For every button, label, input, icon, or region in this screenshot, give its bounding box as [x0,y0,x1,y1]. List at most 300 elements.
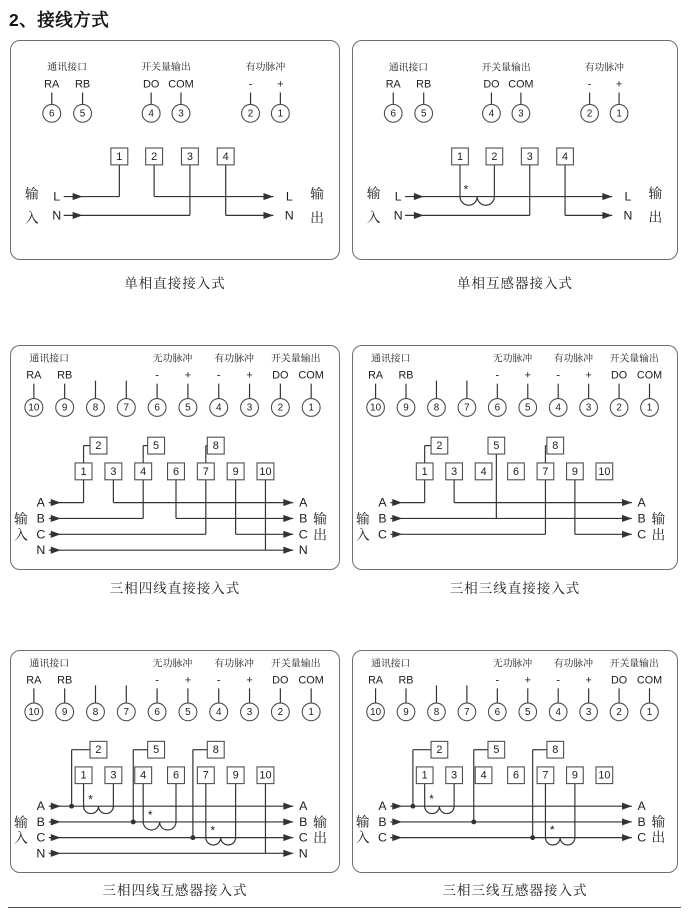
io-label: 输 [648,186,663,202]
terminal-circle-number: 5 [525,402,531,414]
panel-three-phase-three-wire-ct [352,650,678,873]
terminal-square-number: 3 [451,465,458,478]
arrow-right-icon [283,499,293,506]
terminal-square-number: 9 [232,465,239,478]
terminal-circle-number: 3 [518,108,524,120]
terminal-square-number: 3 [110,769,117,782]
terminal-circle-number: 10 [370,706,382,718]
terminal-name-label: - [556,369,561,382]
arrow-right-icon [51,834,61,841]
io-label: 输 [651,510,666,527]
terminal-square-number: 2 [436,440,443,453]
terminal-group-label: 通讯接口 [29,658,70,670]
io-label: 出 [648,209,663,225]
terminal-circle-number: 4 [488,108,495,120]
ct-coil [425,806,454,813]
terminal-group-label: 有功脉冲 [214,353,254,365]
line-label-right: B [637,511,646,526]
terminal-name-label: RA [368,674,384,687]
terminal-circle-number: 3 [585,706,592,718]
terminal-square-number: 1 [116,150,123,163]
ct-coil [143,822,176,830]
terminal-circle-number: 6 [390,108,396,120]
terminal-square-number: 5 [493,744,500,757]
arrow-right-icon [51,547,61,554]
terminal-circle-number: 9 [403,402,409,414]
io-label: 入 [13,829,28,846]
terminal-square-number: 4 [480,769,487,782]
arrow-right-icon [283,834,293,841]
terminal-square-number: 4 [140,769,147,782]
line-label-right: C [637,527,647,542]
terminal-circle-number: 1 [277,108,284,120]
terminal-square-number: 2 [151,150,158,163]
ct-coil [460,197,494,206]
terminal-name-label: + [246,674,253,687]
terminal-group-label: 开关量输出 [141,62,191,74]
wires [49,446,294,554]
terminal-group-label: 开关量输出 [609,658,659,670]
line-label-left: B [36,511,45,526]
io-label: 出 [651,526,666,543]
wiring-diagram-3p3w-direct [353,346,677,569]
terminal-circle-number: 3 [585,402,592,414]
io-label: 入 [24,209,39,226]
line-label-left: B [378,511,387,526]
terminal-group-label: 有功脉冲 [584,62,624,74]
terminal-group-label: 有功脉冲 [245,62,286,74]
terminal-circle-number: 1 [308,402,314,414]
terminal-square-number: 1 [80,769,87,782]
terminal-name-label: RB [398,674,414,687]
line-label-left: A [378,495,387,510]
terminal-name-label: RA [26,369,42,382]
io-label: 出 [313,526,328,543]
io-label: 出 [310,209,325,226]
terminal-group-label: 通讯接口 [371,353,411,365]
arrow-right-icon [602,212,612,219]
terminal-group-label: 通讯接口 [47,62,88,74]
line-label-right: A [637,799,646,814]
line-label-right: A [299,495,308,510]
terminal-name-label: + [585,369,592,382]
terminal-circle-number: 5 [185,402,191,414]
terminal-circle-number: 2 [277,706,284,718]
terminal-square-number: 1 [421,465,428,478]
line-label-left: B [378,814,387,829]
line-label-right: N [284,208,294,223]
wires [390,750,632,845]
arrow-right-icon [283,547,293,554]
terminal-circle-number: 1 [646,402,653,414]
terminal-circle-number: 3 [246,706,253,718]
terminal-name-label: - [155,674,159,687]
terminal-circle-number: 10 [28,402,40,414]
terminal-group-label: 通讯接口 [371,658,411,670]
ct-coil [545,838,574,845]
terminal-circle-number: 3 [178,108,184,120]
arrow-right-icon [622,531,632,538]
terminal-name-label: + [524,369,531,382]
terminal-circle-number: 5 [79,108,86,120]
terminal-name-label: RB [416,78,432,91]
terminal-name-label: - [495,674,500,687]
terminal-circle-number: 2 [247,108,254,120]
terminal-circle-number: 4 [215,706,222,718]
arrow-right-icon [283,515,293,522]
terminal-name-label: DO [142,78,160,91]
terminal-name-label: DO [610,674,628,687]
line-label-left: C [378,830,387,845]
terminal-circle-number: 1 [308,706,314,718]
terminal-square-number: 4 [480,465,487,478]
terminal-name-label: + [277,78,284,91]
terminal-group-label: 通讯接口 [388,62,429,74]
arrow-right-icon [283,850,293,857]
terminal-circle-number: 2 [616,402,622,414]
terminal-circle-number: 6 [494,402,501,414]
section-title: 2、接线方式 [9,10,110,30]
line-label-left: N [52,208,62,223]
terminal-square-number: 1 [457,150,464,163]
io-label: 输 [13,510,28,527]
terminal-name-label: RB [74,78,91,91]
terminal-name-label: - [495,369,500,382]
terminal-circle-number: 6 [154,706,160,718]
terminal-square-number: 8 [552,440,559,453]
terminal-name-label: COM [168,78,194,91]
terminal-circle-number: 5 [420,108,427,120]
wires [64,165,274,219]
terminal-name-label: COM [508,78,534,91]
terminal-name-label: COM [636,369,663,382]
arrow-right-icon [392,818,402,825]
arrow-right-icon [51,531,61,538]
terminal-name-label: DO [483,78,500,91]
terminal-square-number: 6 [172,465,180,478]
io-label: 输 [13,813,28,830]
line-label-right: N [298,543,308,558]
line-label-left: L [394,189,402,204]
terminal-name-label: RB [57,369,73,382]
arrow-right-icon [392,515,402,522]
terminal-square-number: 1 [80,465,87,478]
terminal-name-label: DO [610,369,628,382]
ct-polarity-mark: * [147,808,153,822]
terminal-circle-number: 2 [586,108,593,120]
arrow-right-icon [622,834,632,841]
terminal-name-label: DO [272,369,289,382]
terminal-group-label: 无功脉冲 [492,658,533,670]
terminal-square-number: 3 [186,150,193,163]
wires [390,446,632,538]
terminal-name-label: RA [26,674,42,687]
ct-polarity-mark: * [88,792,93,807]
terminal-circle-number: 8 [92,402,99,414]
arrow-right-icon [263,212,273,219]
terminal-square-number: 2 [436,744,443,757]
terminal-square-number: 7 [202,769,209,782]
io-label: 输 [366,186,381,202]
terminal-circle-number: 4 [555,706,561,718]
io-label: 输 [313,510,328,527]
terminal-circle-number: 7 [123,706,130,718]
terminal-circle-number: 6 [494,706,501,718]
wiring-diagram-3p3w-ct [353,651,677,872]
panel-three-phase-four-wire-direct [10,345,340,570]
terminal-name-label: RA [44,78,60,91]
terminal-circle-number: 4 [555,402,561,414]
arrow-right-icon [414,212,424,219]
terminal-square-number: 5 [493,440,500,453]
terminal-circle-number: 7 [464,402,470,414]
terminal-circle-number: 2 [616,706,622,718]
panel-three-phase-four-wire-ct [10,650,340,873]
terminal-name-label: - [556,674,561,687]
line-label-right: B [299,511,308,526]
terminal-name-label: + [615,78,623,91]
panel-caption: 单相互感器接入式 [457,276,573,291]
terminal-square-number: 3 [451,769,458,782]
terminal-square-number: 6 [172,769,180,782]
terminal-square-number: 10 [598,769,611,782]
wiring-diagram-3p4w-direct [11,346,339,569]
terminal-square-number: 8 [212,440,219,453]
terminal-square-number: 5 [153,440,160,453]
line-label-right: A [637,495,646,510]
terminal-name-label: COM [298,674,324,687]
terminal-name-label: RB [57,674,73,687]
terminal-group-label: 无功脉冲 [152,353,193,365]
terminal-circle-number: 8 [92,706,99,718]
terminal-name-label: - [587,78,592,91]
io-label: 输 [313,813,328,830]
arrow-right-icon [392,531,402,538]
io-label: 输 [355,814,370,830]
line-label-left: C [36,830,46,845]
line-label-left: N [36,846,46,861]
terminal-name-label: + [184,674,192,687]
arrow-right-icon [51,850,61,857]
terminal-circle-number: 1 [646,706,653,718]
line-label-right: C [298,830,308,845]
arrow-right-icon [414,193,424,200]
terminal-square-number: 8 [552,744,559,757]
terminal-circle-number: 9 [61,706,68,718]
arrow-right-icon [283,803,293,810]
terminal-name-label: - [216,674,221,687]
arrow-right-icon [51,803,61,810]
line-label-left: A [378,799,387,814]
ct-polarity-mark: * [463,182,469,197]
line-label-right: L [285,189,293,204]
arrow-right-icon [73,212,83,219]
arrow-right-icon [622,803,632,810]
line-label-right: C [637,830,647,845]
line-label-right: N [298,846,308,861]
terminal-square-number: 2 [491,150,498,163]
terminal-circle-number: 7 [123,402,130,414]
terminal-square-number: 4 [562,150,569,163]
terminal-name-label: COM [636,674,663,687]
panel-caption: 单相直接接入式 [124,276,226,291]
terminal-circle-number: 5 [185,706,191,718]
io-label: 输 [310,185,325,202]
wiring-diagram-single-direct [11,41,339,259]
line-label-right: L [624,189,632,204]
terminal-square-number: 5 [153,744,160,757]
page-divider [8,907,681,908]
ct-coil [84,806,114,813]
io-label: 出 [651,830,666,846]
terminal-circle-number: 10 [28,706,40,718]
terminal-square-number: 1 [421,769,428,782]
terminal-name-label: RA [385,78,401,91]
terminal-name-label: - [155,369,159,382]
terminal-name-label: COM [298,369,324,382]
line-label-left: N [36,543,46,558]
arrow-right-icon [51,515,61,522]
panel-three-phase-three-wire-direct [352,345,678,570]
terminal-square-number: 2 [95,744,102,757]
panel-single-phase-ct [352,40,678,260]
terminal-group-label: 开关量输出 [609,353,659,365]
terminal-name-label: + [246,369,253,382]
terminal-circle-number: 7 [464,706,470,718]
terminal-group-label: 无功脉冲 [152,658,193,670]
terminal-circle-number: 8 [433,402,440,414]
panel-caption: 三相三线直接接入式 [449,581,581,596]
panel-caption: 三相三线互感器接入式 [442,883,588,898]
terminal-name-label: - [248,78,253,91]
line-label-right: C [298,527,308,542]
terminal-group-label: 通讯接口 [29,353,70,365]
ct-polarity-mark: * [550,824,555,838]
io-label: 输 [24,185,39,202]
wires [405,165,612,219]
terminal-circle-number: 3 [246,402,253,414]
terminal-square-number: 3 [526,150,533,163]
terminal-square-number: 8 [212,744,219,757]
terminal-name-label: - [216,369,221,382]
panel-caption: 三相四线互感器接入式 [102,883,248,898]
terminal-circle-number: 6 [154,402,160,414]
line-label-right: B [299,814,308,829]
terminal-square-number: 10 [259,769,272,782]
ct-polarity-mark: * [210,823,216,838]
terminal-group-label: 有功脉冲 [214,658,255,670]
arrow-right-icon [73,193,83,200]
terminal-circle-number: 1 [616,108,622,120]
line-label-left: C [378,527,387,542]
arrow-right-icon [283,531,293,538]
ct-polarity-mark: * [429,792,434,806]
terminal-group-label: 有功脉冲 [553,658,594,670]
arrow-right-icon [622,515,632,522]
arrow-right-icon [392,834,402,841]
terminal-circle-number: 4 [148,108,154,120]
io-label: 输 [355,510,370,527]
terminal-square-number: 6 [512,465,519,478]
line-label-left: C [36,527,46,542]
terminal-group-label: 无功脉冲 [492,353,533,365]
terminal-square-number: 7 [542,769,549,782]
terminal-circle-number: 2 [277,402,284,414]
panel-single-phase-direct [10,40,340,260]
ct-coil [206,838,236,845]
terminal-circle-number: 10 [370,402,382,414]
terminal-square-number: 4 [222,150,229,163]
arrow-right-icon [392,499,402,506]
terminal-square-number: 6 [512,769,519,782]
terminal-name-label: RB [398,369,414,382]
terminal-square-number: 10 [259,465,272,478]
terminal-name-label: DO [272,674,289,687]
io-label: 入 [355,526,370,543]
line-label-left: B [36,814,45,829]
panel-caption: 三相四线直接接入式 [109,581,241,596]
terminal-circle-number: 6 [48,108,55,120]
io-label: 入 [366,209,381,225]
io-label: 入 [355,830,370,846]
line-label-right: A [299,799,308,814]
terminal-square-number: 3 [110,465,117,478]
io-label: 出 [313,829,328,846]
terminal-name-label: + [524,674,531,687]
arrow-right-icon [392,803,402,810]
terminal-square-number: 9 [571,465,578,478]
terminal-name-label: RA [368,369,384,382]
terminal-square-number: 7 [202,465,209,478]
terminal-circle-number: 8 [433,706,440,718]
terminal-circle-number: 9 [61,402,68,414]
arrow-right-icon [283,818,293,825]
arrow-right-icon [51,818,61,825]
terminal-circle-number: 9 [403,706,409,718]
line-label-right: N [623,208,633,223]
arrow-right-icon [622,818,632,825]
arrow-right-icon [51,499,61,506]
line-label-left: N [393,208,403,223]
line-label-left: A [36,799,45,814]
terminal-square-number: 9 [571,769,578,782]
wiring-diagram-single-ct [353,41,677,259]
line-label-right: B [637,814,646,829]
terminal-group-label: 开关量输出 [481,62,531,74]
line-label-left: A [36,495,45,510]
terminal-square-number: 7 [542,465,549,478]
arrow-right-icon [263,193,273,200]
arrow-right-icon [622,499,632,506]
terminal-name-label: + [184,369,192,382]
terminal-name-label: + [585,674,592,687]
terminal-group-label: 开关量输出 [270,353,321,365]
line-label-left: L [53,189,61,204]
terminal-circle-number: 4 [215,402,222,414]
wires [49,750,294,857]
io-label: 入 [13,526,28,543]
terminal-square-number: 2 [95,440,102,453]
arrow-right-icon [602,193,612,200]
wiring-diagram-3p4w-ct [11,651,339,872]
terminal-square-number: 4 [140,465,147,478]
io-label: 输 [651,814,666,830]
terminal-square-number: 10 [598,465,611,478]
terminal-circle-number: 5 [525,706,531,718]
terminal-group-label: 有功脉冲 [553,353,594,365]
terminal-square-number: 9 [232,769,239,782]
terminal-group-label: 开关量输出 [270,658,321,670]
